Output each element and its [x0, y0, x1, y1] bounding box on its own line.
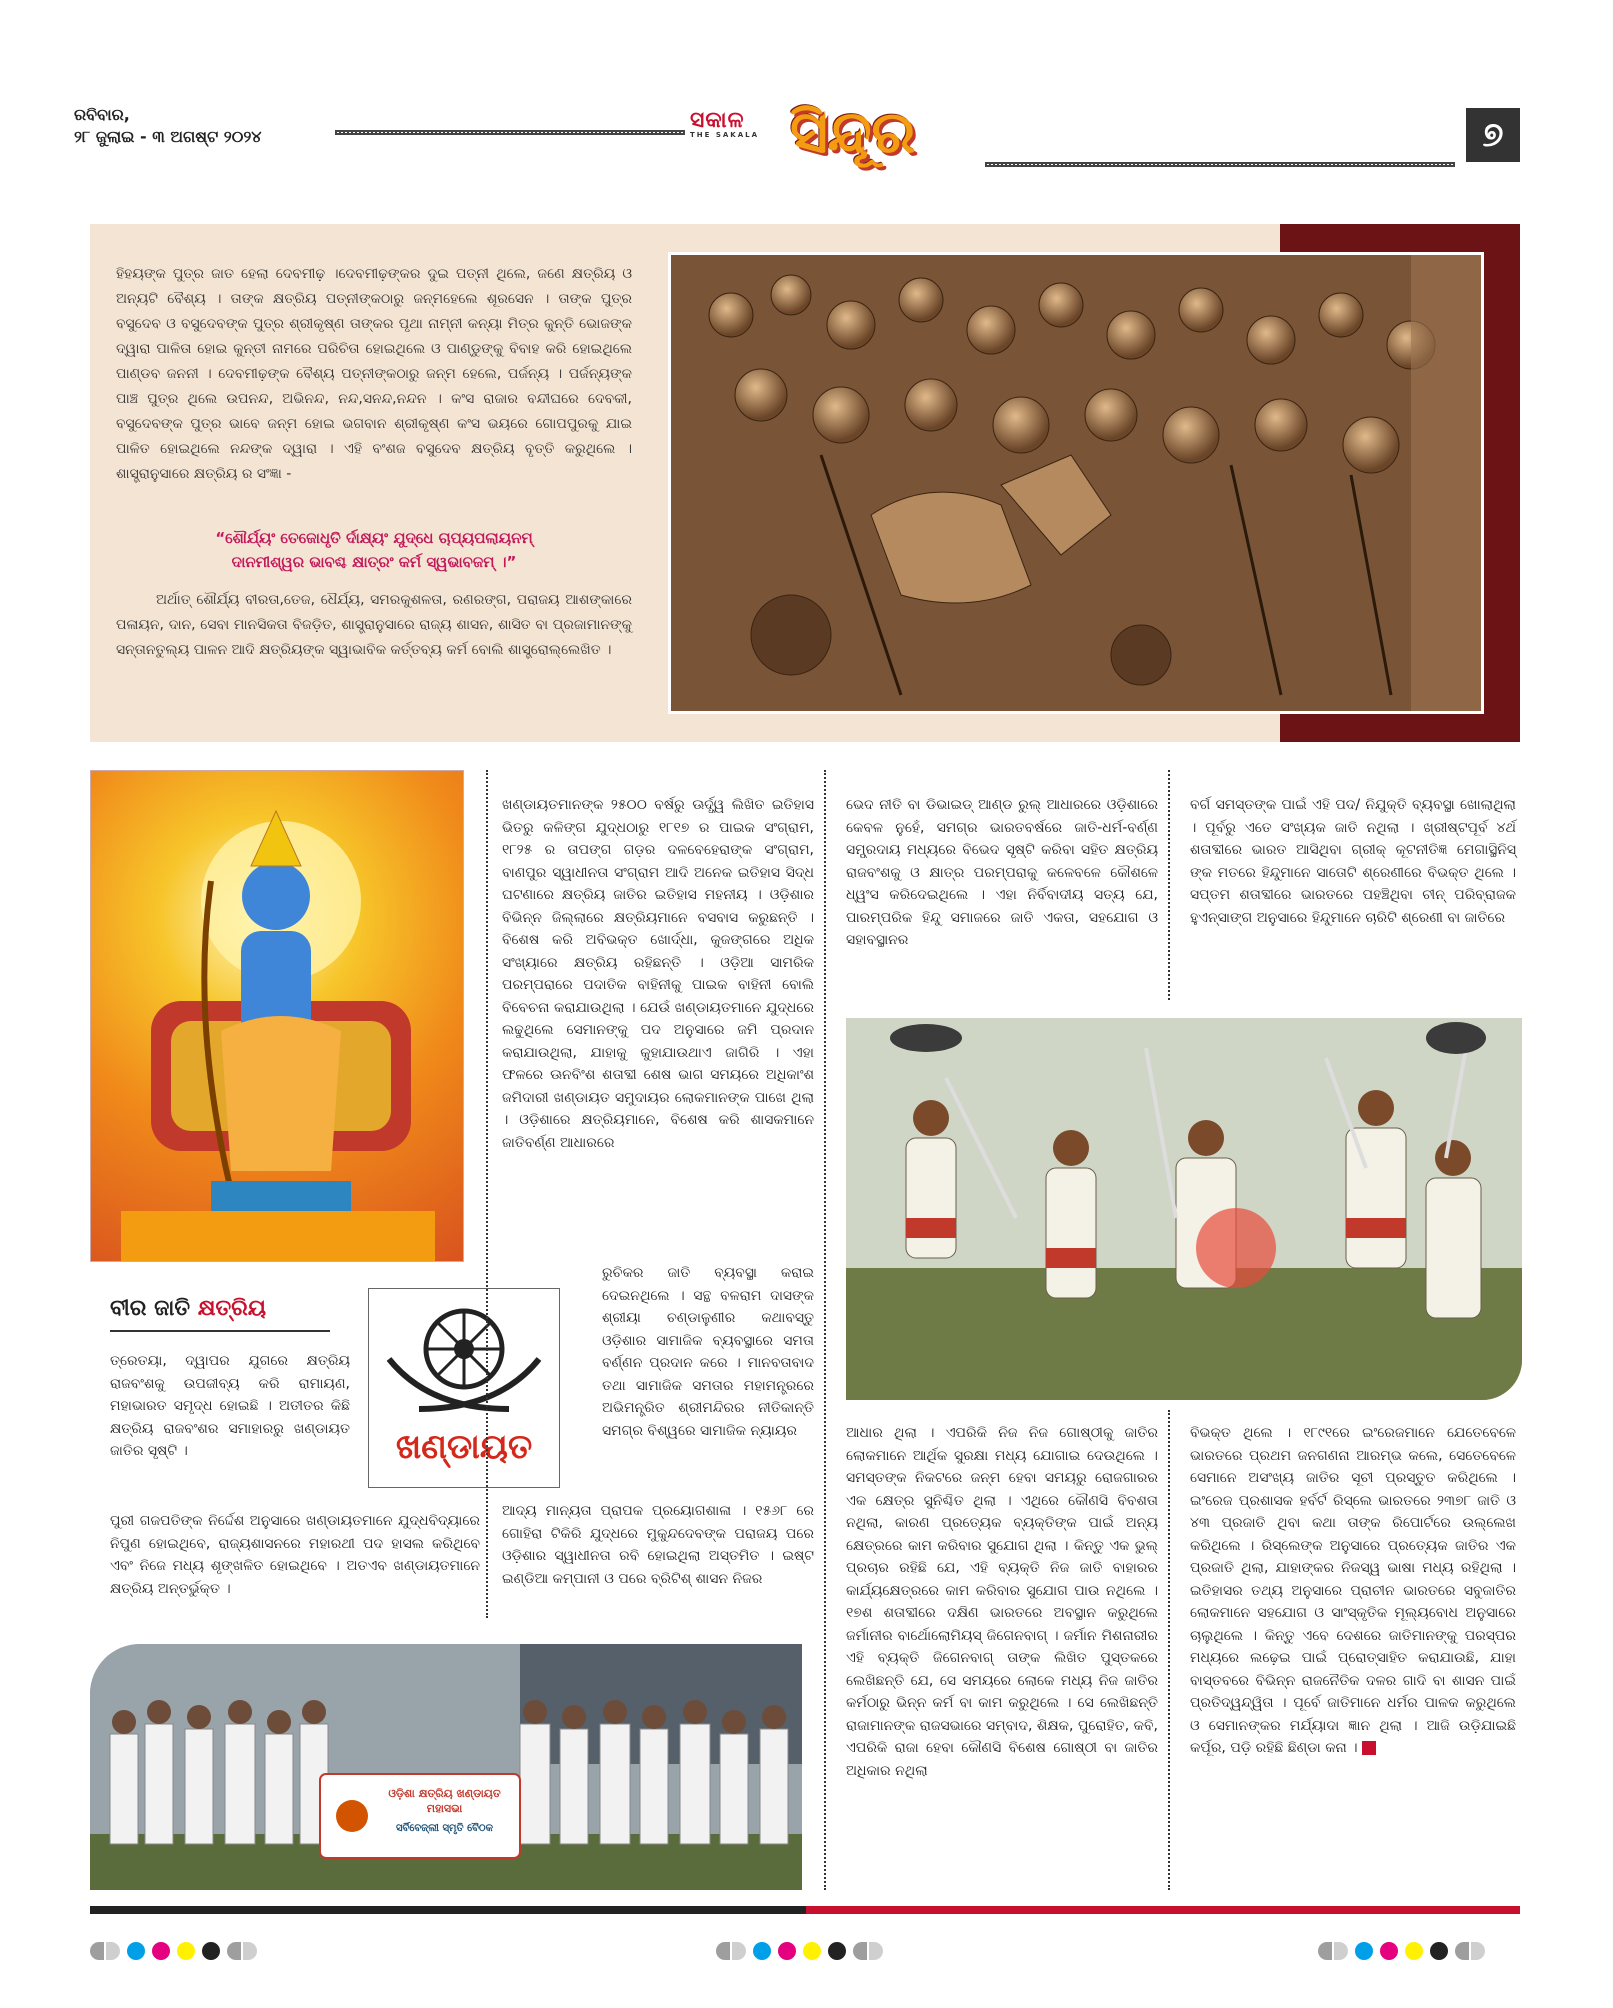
magenta-swatch [778, 1942, 796, 1960]
yellow-swatch [1405, 1942, 1423, 1960]
sculpture-illustration [671, 255, 1484, 714]
header-rule-right [985, 162, 1455, 167]
grey-swatch [243, 1942, 257, 1960]
registration-marks-left [90, 1940, 264, 1960]
end-mark [1362, 1741, 1376, 1755]
grey-swatch [853, 1942, 867, 1960]
feature-title-rule [110, 1330, 330, 1332]
column-3-text: ଭେଦ ନୀତି ବା ଡିଭାଇଡ୍ ଆଣ୍ଡ ରୁଲ୍ ଆଧାରରେ ଓଡ଼ିଶାରେ କେବଳ ନୁହେଁ, ସମଗ୍ର ଭାରତବର୍ଷରେ ଜାତି-ଧର୍ମ-ବର୍ଣ୍ଣ ସମ୍ପ୍ରଦାୟ ମଧ୍ୟରେ ବିଭେଦ ସୃଷ୍ଟି କରିବା ସହିତ କ୍ଷତ୍ରିୟ ରାଜବଂଶକୁ ଓ କ୍ଷାତ୍ର ପରମ୍ପରାକୁ କଳେବଳେ କୌଶଳେ ଧ୍ୱଂସ କରିଦେଇଥିଲେ । ଏହା ନିର୍ବିବାଦୀୟ ସତ୍ୟ ଯେ, ପାରମ୍ପରିକ ହିନ୍ଦୁ ସମାଜରେ ଜାତି ଏକତା, ସହଯୋଗ ଓ ସହାବସ୍ଥାନର [846, 797, 1158, 948]
feature-lead: ତ୍ରେତୟା, ଦ୍ୱାପର ଯୁଗରେ କ୍ଷତ୍ରିୟ ରାଜବଂଶକୁ ଉପଜୀବ୍ୟ କରି ରାମାୟଣ, ମହାଭାରତ ସମୃଦ୍ଧ ହୋଇଛି । ଅତୀତର କିଛି କ୍ଷତ୍ରିୟ ରାଜବଂଶର ସମାହାରରୁ ଖଣ୍ଡାୟତ ଜାତିର ସୃଷ୍ଟି । [110, 1353, 350, 1459]
mahasabha-group-photo [90, 1644, 802, 1890]
grey-swatch [1455, 1942, 1469, 1960]
grey-swatch [869, 1942, 883, 1960]
lord-rama-painting [90, 770, 464, 1262]
group-photo-banner: ଓଡ଼ିଶା କ୍ଷତ୍ରିୟ ଖଣ୍ଡାୟତ ମହାସଭା ସର୍ବିବେଜ୍‌ଲୀ ସ୍ମୃତି ବୈଠକ [388, 1787, 501, 1834]
feature-lead-continued: ପୁରୀ ଗଜପତିଙ୍କ ନିର୍ଦ୍ଦେଶ ଅନୁସାରେ ଖଣ୍ଡାୟତମାନେ ଯୁଦ୍ଧବିଦ୍ୟାରେ ନିପୁଣ ହୋଇଥିବେ, ରାଜ୍ୟଶାସନରେ ମହାରଥୀ ପଦ ହାସଲ କରିଥିବେ ଏବଂ ନିଜେ ମଧ୍ୟ ଶୃଙ୍ଖଳିତ ହୋଇଥିବେ । ଅତଏବ ଖଣ୍ଡାୟତମାନେ କ୍ଷତ୍ରିୟ ଅନ୍ତର୍ଭୁକ୍ତ । [110, 1513, 480, 1597]
sindura-masthead: ସିନ୍ଦୂର [790, 98, 916, 166]
grey-swatch [1318, 1942, 1332, 1960]
paika-dance-illustration [846, 1018, 1522, 1400]
column-4-bottom-text: ବିଭକ୍ତ ଥିଲେ । ୧୮୯୧ରେ ଇଂରେଜମାନେ ଯେତେବେଳେ ଭାରତରେ ପ୍ରଥମ ଜନଗଣନା ଆରମ୍ଭ କଲେ, ସେତେବେଳେ ସେମାନେ ଅସଂଖ୍ୟ ଜାତିର ସୂଚୀ ପ୍ରସ୍ତୁତ କରିଥିଲେ । ଇଂରେଜ ପ୍ରଶାସକ ହର୍ବର୍ଟ ରିସ୍ଲେ ଭାରତରେ ୨୩୭୮ ଜାତି ଓ ୪୩ ପ୍ରଜାତି ଥିବା କଥା ତାଙ୍କ ରିପୋର୍ଟରେ ଉଲ୍ଲେଖ କରିଥିଲେ । ରିସ୍ଲେଙ୍କ ଅନୁସାରେ ପ୍ରତ୍ୟେକ ଜାତିର ଏକ ପ୍ରଜାତି ଥିଲା, ଯାହାଙ୍କର ନିଜସ୍ୱ ଭାଷା ମଧ୍ୟ ରହିଥିଲା । ଇତିହାସର ତଥ୍ୟ ଅନୁସାରେ ପ୍ରାଚୀନ ଭାରତରେ ସବୁଜାତିର ଲୋକମାନେ ସହଯୋଗ ଓ ସାଂସ୍କୃତିକ ମୂଲ୍ୟବୋଧ ଅନୁସାରେ ଚାଲୁଥିଲେ । କିନ୍ତୁ ଏବେ ଦେଶରେ ଜାତିମାନଙ୍କୁ ପରସ୍ପର ମଧ୍ୟରେ ଲଢ଼େଇ ପାଇଁ ପ୍ରୋତ୍ସାହିତ କରାଯାଉଛି, ଯାହା ବାସ୍ତବରେ ବିଭିନ୍ନ ରାଜନୈତିକ ଦଳର ଗାଦି ବା ଶାସନ ପାଇଁ ପ୍ରତିଦ୍ୱନ୍ଦ୍ୱିତା । ପୂର୍ବେ ଜାତିମାନେ ଧର୍ମର ପାଳକ କରୁଥିଲେ ଓ ସେମାନଙ୍କର ମର୍ଯ୍ୟାଦା ଜ୍ଞାନ ଥିଲା । ଆଜି ଉଡ଼ିଯାଇଛି କର୍ପୂର, ପଡ଼ି ରହିଛି ଛିଣ୍ଡା କନା । [1190, 1425, 1516, 1756]
black-swatch [1430, 1942, 1448, 1960]
registration-marks-right [1318, 1940, 1492, 1960]
intro-paragraph: ହିହୟଙ୍କ ପୁତ୍ର ଜାତ ହେଲା ଦେବମୀଢ଼ ।ଦେବମୀଢ଼ଙ୍କର ଦୁଇ ପତ୍ନୀ ଥିଲେ, ଜଣେ କ୍ଷତ୍ରିୟ ଓ ଅନ୍ୟଟି ବୈଶ୍ୟ । ତାଙ୍କ କ୍ଷତ୍ରିୟ ପତ୍ନୀଙ୍କଠାରୁ ଜନ୍ମହେଲେ ଶୂରସେନ । ତାଙ୍କ ପୁତ୍ର ବସୁଦେବ ଓ ବସୁଦେବଙ୍କ ପୁତ୍ର ଶ୍ରୀକୃଷ୍ଣ ତାଙ୍କର ପୃଥା ନାମ୍ନୀ କନ୍ୟା ମିତ୍ର କୁନ୍ତି ଭୋଜଙ୍କ ଦ୍ୱାରା ପାଳିତା ହୋଇ କୁନ୍ତୀ ନାମରେ ପରିଚିତା ହୋଇଥିଲେ ଓ ପାଣ୍ଡୁଙ୍କୁ ବିବାହ କରି ହୋଇଥିଲେ ପାଣ୍ଡବ ଜନନୀ । ଦେବମୀଢ଼ଙ୍କ ବୈଶ୍ୟ ପତ୍ନୀଙ୍କଠାରୁ ଜନ୍ମ ହେଲେ, ପର୍ଜନ୍ୟ । ପର୍ଜନ୍ୟଙ୍କ ପାଞ୍ଚ ପୁତ୍ର ଥିଲେ ଉପନନ୍ଦ, ଅଭିନନ୍ଦ, ନନ୍ଦ,ସନନ୍ଦ,ନନ୍ଦନ । କଂସ ରାଜାର ବନ୍ଦୀଘରେ ଦେବକୀ, ବସୁଦେବଙ୍କ ପୁତ୍ର ଭାବେ ଜନ୍ମ ହୋଇ ଭଗବାନ ଶ୍ରୀକୃଷ୍ଣ କଂସ ଭୟରେ ଗୋପପୁରକୁ ଯାଇ ପାଳିତ ହୋଇଥିଲେ ନନ୍ଦଙ୍କ ଦ୍ୱାରା । ଏହି ବଂଶଜ ବସୁଦେବ କ୍ଷତ୍ରିୟ ବୃତ୍ତି କରୁଥିଲେ । ଶାସ୍ତ୍ରାନୁସାରେ କ୍ଷତ୍ରିୟ ର ସଂଜ୍ଞା - [116, 266, 632, 482]
khandayat-emblem [368, 1288, 560, 1488]
rama-illustration [91, 771, 464, 1262]
column-rule-1 [486, 770, 488, 1618]
footer-bar-red [806, 1906, 1520, 1914]
paika-dance-photo [846, 1018, 1522, 1400]
column-rule-3 [1168, 770, 1170, 1000]
sakala-logo: ସକାଳ THE SAKALA [690, 108, 760, 139]
column-4-text: ବର୍ଗ ସମସ୍ତଙ୍କ ପାଇଁ ଏହି ପଦ/ ନିଯୁକ୍ତି ବ୍ୟବସ୍ଥା ଖୋଲାଥିଲା । ପୂର୍ବରୁ ଏତେ ସଂଖ୍ୟକ ଜାତି ନଥିଲା । ଖ୍ରୀଷ୍ଟପୂର୍ବ ୪ର୍ଥ ଶତାବ୍ଦୀରେ ଭାରତ ଆସିଥିବା ଗ୍ରୀକ୍ କୂଟନୀତିଜ୍ଞ ମେଗାସ୍ଥିନିସ୍ ଙ୍କ ମତରେ ହିନ୍ଦୁମାନେ ସାତୋଟି ଶ୍ରେଣୀରେ ବିଭକ୍ତ ଥିଲେ । ସପ୍ତମ ଶତାବ୍ଦୀରେ ଭାରତରେ ପହଞ୍ଚିଥିବା ଚୀନ୍ ପରିବ୍ରାଜକ ହୁଏନ୍‌ସାଙ୍ଗ ଅନୁସାରେ ହିନ୍ଦୁମାନେ ଚାରିଟି ଶ୍ରେଣୀ ବା ଜାତିରେ [1190, 797, 1516, 926]
warrior-relief-sculpture-photo [668, 252, 1484, 714]
grey-swatch [1334, 1942, 1348, 1960]
quote-explanation: ଅର୍ଥାତ୍ ଶୌର୍ଯ୍ୟ ବୀରତା,ତେଜ, ଧୈର୍ଯ୍ୟ, ସମରକୁଶଳତା, ରଣରଙ୍ଗ, ପରାଜୟ ଆଶଙ୍କାରେ ପଳାୟନ, ଦାନ, ସେବା ମାନସିକତା ବିଜଡ଼ିତ, ଶାସ୍ତ୍ରାନୁସାରେ ରାଜ୍ୟ ଶାସନ, ଶାସିତ ବା ପ୍ରଜାମାନଙ୍କୁ ସନ୍ତାନତୁଲ୍ୟ ପାଳନ ଆଦି କ୍ଷତ୍ରିୟଙ୍କ ସ୍ୱାଭାବିକ କର୍ତ୍ତବ୍ୟ କର୍ମ ବୋଲି ଶାସ୍ତ୍ରୋଲ୍ଲେଖିତ । [116, 592, 632, 658]
grey-swatch [732, 1942, 746, 1960]
footer-bar-dark [90, 1906, 806, 1914]
yellow-swatch [803, 1942, 821, 1960]
group-photo-illustration [90, 1644, 802, 1890]
cyan-swatch [1355, 1942, 1373, 1960]
magenta-swatch [152, 1942, 170, 1960]
grey-swatch [227, 1942, 241, 1960]
column-rule-2 [824, 770, 826, 1890]
cyan-swatch [127, 1942, 145, 1960]
column-2-indented-text: ରୁଚିକର ଜାତି ବ୍ୟବସ୍ଥା କରାଇ ଦେଇନଥିଲେ । ସନ୍ଥ ବଳରାମ ଦାସଙ୍କ ଶ୍ରୀୟା ଚଣ୍ଡାଳୁଣୀର କଥାବସ୍ତୁ ଓଡ଼ିଶାର ସାମାଜିକ ବ୍ୟବସ୍ଥାରେ ସମତା ବର୍ଣ୍ଣନ ପ୍ରଦାନ କରେ । ମାନବତାବାଦ ତଥା ସାମାଜିକ ସମତାର ମହାମନ୍ତ୍ରରେ ଅଭିମନ୍ତ୍ରିତ ଶ୍ରୀମନ୍ଦିରର ନୀତିକାନ୍ତି ସମଗ୍ର ବିଶ୍ୱରେ ସାମାଜିକ ନ୍ୟାୟର [602, 1265, 814, 1439]
registration-marks-center [716, 1940, 890, 1960]
yellow-swatch [177, 1942, 195, 1960]
column-2-bottom-text: ଆଦ୍ୟ ମାନ୍ୟତା ପ୍ରାପକ ପ୍ରୟୋଗଶାଳା । ୧୫୬୮ ରେ ଗୋହିରା ଟିକିରି ଯୁଦ୍ଧରେ ମୁକୁନ୍ଦଦେବଙ୍କ ପରାଜୟ ପରେ ଓଡ଼ିଶାର ସ୍ୱାଧୀନତା ରବି ହୋଇଥିଲା ଅସ୍ତମିତ । ଇଷ୍ଟ ଇଣ୍ଡିଆ କମ୍ପାନୀ ଓ ପରେ ବ୍ରିଟିଶ୍ ଶାସନ ନିଜର [502, 1503, 814, 1587]
black-swatch [828, 1942, 846, 1960]
sanskrit-quote: “ଶୌର୍ଯ୍ୟଂ ତେଜୋଧୃତି ର୍ଦାକ୍ଷ୍ୟଂ ଯୁଦ୍ଧେ ଚାପ୍ୟପଲାୟନମ୍ ଦାନମୀଶ୍ୱର ଭାବଶ୍ଚ କ୍ଷାତ୍ରଂ କର୍ମ ସ୍ୱଭାବଜମ୍ ।” [215, 529, 533, 571]
feature-title: ବୀର ଜାତି କ୍ଷତ୍ରିୟ [110, 1296, 267, 1321]
grey-swatch [106, 1942, 120, 1960]
column-2-text: ଖଣ୍ଡାୟତମାନଙ୍କ ୨୫୦୦ ବର୍ଷରୁ ଊର୍ଦ୍ଧ୍ୱ ଲିଖିତ ଇତିହାସ ଭିତରୁ କଳିଙ୍ଗ ଯୁଦ୍ଧଠାରୁ ୧୮୧୭ ର ପାଇକ ସଂଗ୍ରାମ, ୧୮୨୫ ର ତାପଙ୍ଗ ଗଡ଼ର ଦଳବେହେରାଙ୍କ ସଂଗ୍ରାମ, ବାଣପୁର ସ୍ୱାଧୀନତା ସଂଗ୍ରାମ ଆଦି ଅନେକ ଇତିହାସ ସିଦ୍ଧ ଘଟଣାରେ କ୍ଷତ୍ରିୟ ଜାତିର ଇତିହାସ ମହନୀୟ । ଓଡ଼ିଶାର ବିଭିନ୍ନ ଜିଲ୍ଲାରେ କ୍ଷତ୍ରିୟମାନେ ବସବାସ କରୁଛନ୍ତି । ବିଶେଷ କରି ଅବିଭକ୍ତ ଖୋର୍ଦ୍ଧା, କୁଜଙ୍ଗରେ ଅଧିକ ସଂଖ୍ୟାରେ କ୍ଷତ୍ରିୟ ରହିଛନ୍ତି । ଓଡ଼ିଆ ସାମରିକ ପରମ୍ପରାରେ ପଦାତିକ ବାହିନୀକୁ ପାଇକ ବାହିନୀ ବୋଲି ବିବେଚନା କରାଯାଉଥିଲା । ଯେଉଁ ଖଣ୍ଡାୟତମାନେ ଯୁଦ୍ଧରେ ଲଢୁଥିଲେ ସେମାନଙ୍କୁ ପଦ ଅନୁସାରେ ଜମି ପ୍ରଦାନ କରାଯାଉଥିଲା, ଯାହାକୁ କୁହାଯାଉଥାଏ ଜାଗିରି । ଏହା ଫଳରେ ଊନବିଂଶ ଶତାବ୍ଦୀ ଶେଷ ଭାଗ ସମୟରେ ଅଧିକାଂଶ ଜମିଦାରୀ ଖଣ୍ଡାୟତ ସମୁଦାୟର ଲୋକମାନଙ୍କ ପାଖେ ଥିଲା । ଓଡ଼ିଶାରେ କ୍ଷତ୍ରିୟମାନେ, ବିଶେଷ କରି ଶାସକମାନେ ଜାତିବର୍ଣ୍ଣ ଆଧାରରେ [502, 797, 814, 1151]
column-3-bottom-text: ଆଧାର ଥିଲା । ଏପରିକି ନିଜ ନିଜ ଗୋଷ୍ଠୀକୁ ଜାତିର ଲୋକମାନେ ଆର୍ଥିକ ସୁରକ୍ଷା ମଧ୍ୟ ଯୋଗାଇ ଦେଉଥିଲେ । ସମସ୍ତଙ୍କ ନିକଟରେ ଜନ୍ମ ହେବା ସମୟରୁ ରୋଜଗାରର ଏକ କ୍ଷେତ୍ର ସୁନିଶ୍ଚିତ ଥିଲା । ଏଥିରେ କୌଣସି ବିବଶତା ନଥିଲା, କାରଣ ପ୍ରତ୍ୟେକ ବ୍ୟକ୍ତିଙ୍କ ପାଇଁ ଅନ୍ୟ କ୍ଷେତ୍ରରେ କାମ କରିବାର ସୁଯୋଗ ଥିଲା । କିନ୍ତୁ ଏକ ଭୁଲ୍ ପ୍ରଚାର ରହିଛି ଯେ, ଏହି ବ୍ୟକ୍ତି ନିଜ ଜାତି ବାହାରର କାର୍ଯ୍ୟକ୍ଷେତ୍ରରେ କାମ କରିବାର ସୁଯୋଗ ପାଉ ନଥିଲେ । ୧୭ଶ ଶତାବ୍ଦୀରେ ଦକ୍ଷିଣ ଭାରତରେ ଅବସ୍ଥାନ କରୁଥିଲେ ଜର୍ମାନୀର ବାର୍ଥୋଲୋମିୟସ୍ ଜିଗେନବାଗ୍ । ଜର୍ମାନ ମିଶନାରୀର ଏହି ବ୍ୟକ୍ତି ଜିଗେନବାଗ୍ ତାଙ୍କ ଲିଖିତ ପୁସ୍ତକରେ ଲେଖିଛନ୍ତି ଯେ, ସେ ସମୟରେ ଲୋକେ ମଧ୍ୟ ନିଜ ଜାତିର କର୍ମଠାରୁ ଭିନ୍ନ କର୍ମ ବା କାମ କରୁଥିଲେ । ସେ ଲେଖିଛନ୍ତି ରାଜାମାନଙ୍କ ରାଜସଭାରେ ସମ୍ବାଦ, ଶିକ୍ଷକ, ପୁରୋହିତ, କବି, ଏପରିକି ରାଜା ହେବା କୌଣସି ବିଶେଷ ଗୋଷ୍ଠୀ ବା ଜାତିର ଅଧିକାର ନଥିଲା [846, 1425, 1158, 1779]
page-number: ୭ [1466, 108, 1520, 162]
header-rule-left [335, 130, 685, 135]
cyan-swatch [753, 1942, 771, 1960]
issue-date: ରବିବାର, ୨୮ ଜୁଲାଇ - ୩ ଅଗଷ୍ଟ ୨୦୨୪ [74, 105, 262, 146]
black-swatch [202, 1942, 220, 1960]
column-rule-4 [1168, 1410, 1170, 1890]
emblem-wordmark: ଖଣ୍ଡାୟତ [395, 1427, 533, 1467]
grey-swatch [90, 1942, 104, 1960]
grey-swatch [1471, 1942, 1485, 1960]
grey-swatch [716, 1942, 730, 1960]
magenta-swatch [1380, 1942, 1398, 1960]
